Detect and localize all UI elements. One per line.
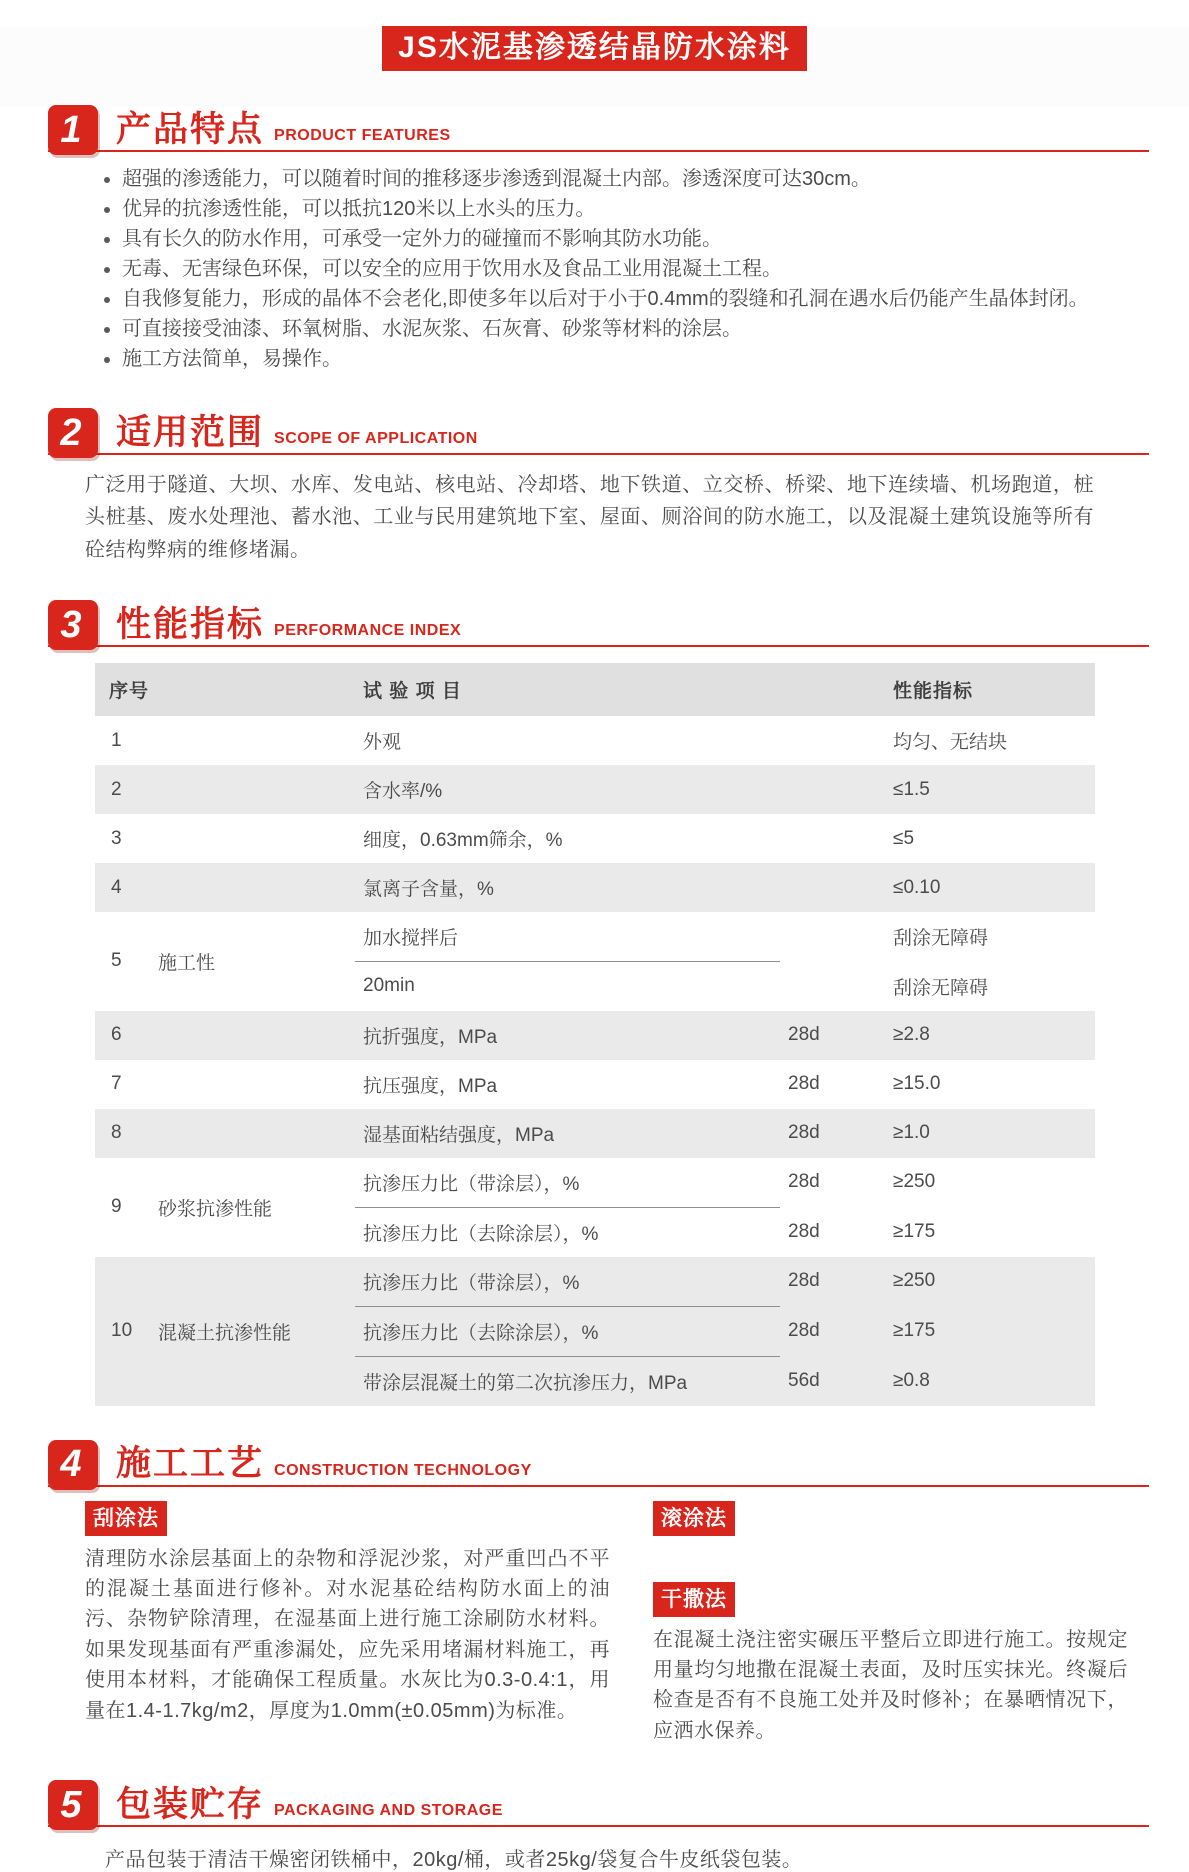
row-item: 细度，0.63mm筛余，%: [363, 830, 563, 852]
row-item: 抗渗压力比（去除涂层），%: [363, 1223, 599, 1245]
row-item: 氯离子含量，%: [355, 863, 780, 912]
col-header-item: 试 验 项 目: [355, 663, 780, 716]
table-row: [95, 1011, 1095, 1060]
table-row: [95, 912, 1095, 962]
table-row: [95, 765, 1095, 814]
row-value: 均匀、无结块: [893, 732, 1008, 754]
roller-method-badge: 滚涂法: [653, 1501, 735, 1536]
row-no: 8: [95, 1109, 150, 1158]
scrape-method-badge: 刮涂法: [85, 1501, 167, 1536]
row-age: [780, 912, 885, 962]
dry-method-text: 在混凝土浇注密实碾压平整后立即进行施工。按规定用量均匀地撒在混凝土表面，及时压实抹光。终凝后检查是否有不良施工处并及时修补；在暴晒情况下，应洒水保养。: [653, 1628, 1128, 1742]
packaging-paragraph: 产品包装于清洁干燥密闭铁桶中，20kg/桶，或者25kg/袋复合牛皮纸袋包装。: [105, 1849, 803, 1872]
row-item: 带涂层混凝土的第二次抗渗压力，MPa: [355, 1356, 780, 1406]
row-item: 抗折强度，MPa: [355, 1011, 780, 1060]
feature-bullet-list: [100, 165, 1149, 374]
section-3-header: [48, 600, 1149, 647]
row-value: ≥250: [885, 1257, 1095, 1307]
row-item: 外观: [363, 732, 402, 754]
col-header-index: 性能指标: [885, 663, 1095, 716]
construction-methods: [85, 1501, 1149, 1747]
row-item: 抗渗压力比（去除涂层），%: [355, 1306, 780, 1356]
section-1-subtitle: PRODUCT FEATURES: [274, 127, 451, 144]
section-3-number-badge: 3: [48, 600, 98, 650]
section-product-features: [48, 105, 1149, 152]
row-item: 抗渗压力比（带涂层），%: [355, 1158, 780, 1208]
row-category: [150, 1109, 355, 1158]
table-row: [95, 814, 1095, 863]
section-performance: [48, 600, 1149, 647]
row-no: 9: [111, 1196, 122, 1218]
section-4-number-badge: 4: [48, 1440, 98, 1490]
table-row: [95, 1109, 1095, 1158]
section-3-subtitle: PERFORMANCE INDEX: [274, 622, 462, 640]
row-item: 含水率/%: [355, 765, 780, 814]
section-construction: [48, 1440, 1149, 1487]
row-age: [780, 863, 885, 912]
row-age: 28d: [788, 1073, 820, 1095]
row-age: 28d: [788, 1220, 820, 1242]
performance-index-table: [95, 663, 1095, 1406]
row-item: 加水搅拌后: [355, 912, 780, 962]
feature-bullet: 具有长久的防水作用，可承受一定外力的碰撞而不影响其防水功能。: [100, 225, 1149, 254]
row-value: ≥250: [893, 1171, 936, 1193]
row-no: 4: [95, 863, 150, 912]
row-no: 2: [95, 765, 150, 814]
row-value: 刮涂无障碍: [893, 928, 989, 950]
row-age: 28d: [780, 1109, 885, 1158]
row-value: ≥15.0: [893, 1073, 941, 1095]
row-category: 混凝土抗渗性能: [150, 1257, 355, 1406]
table-row: [95, 1158, 1095, 1208]
row-age: 28d: [788, 1171, 820, 1193]
row-category: [150, 814, 355, 863]
row-age: [780, 765, 885, 814]
table-header-row: [95, 663, 1095, 716]
section-1-number-badge: 1: [48, 105, 98, 155]
row-no: 7: [111, 1073, 122, 1095]
section-4-header: [48, 1440, 1149, 1487]
section-4-subtitle: CONSTRUCTION TECHNOLOGY: [274, 1461, 532, 1479]
row-value: ≥1.0: [885, 1109, 1095, 1158]
section-3-title: 性能指标: [116, 604, 265, 644]
table-row: [95, 863, 1095, 912]
row-no: 5: [111, 950, 122, 972]
row-age: 28d: [780, 1011, 885, 1060]
row-value: ≤5: [893, 827, 915, 849]
spacer: [653, 1536, 1128, 1582]
row-value: ≥175: [885, 1306, 1095, 1356]
row-item: 抗压强度，MPa: [363, 1075, 498, 1097]
feature-bullet: 无毒、无害绿色环保，可以安全的应用于饮用水及食品工业用混凝土工程。: [100, 255, 1149, 284]
col-header-age: [780, 663, 885, 716]
feature-bullet: 超强的渗透能力，可以随着时间的推移逐步渗透到混凝土内部。渗透深度可达30cm。: [100, 165, 1149, 194]
feature-bullet: 自我修复能力，形成的晶体不会老化,即使多年以后对于小于0.4mm的裂缝和孔洞在遇水后仍能产生晶体封闭。: [100, 285, 1149, 314]
section-2-subtitle: SCOPE OF APPLICATION: [274, 430, 478, 447]
row-category: 砂浆抗渗性能: [158, 1198, 273, 1220]
row-value: ≥0.8: [885, 1356, 1095, 1406]
datasheet-page: [0, 26, 1189, 1872]
row-value: ≤1.5: [885, 765, 1095, 814]
feature-bullet: 施工方法简单，易操作。: [100, 345, 1149, 374]
row-age: [780, 962, 885, 1011]
row-no: 6: [95, 1011, 150, 1060]
section-5-subtitle: PACKAGING AND STORAGE: [274, 1802, 503, 1820]
section-2-number-badge: 2: [48, 408, 98, 458]
section-5-header: [48, 1780, 1149, 1827]
feature-bullet: 优异的抗渗透性能，可以抵抗120米以上水头的压力。: [100, 195, 1149, 224]
row-value: 刮涂无障碍: [893, 977, 989, 999]
section-4-title: 施工工艺: [116, 1444, 265, 1484]
row-category: [150, 1060, 355, 1109]
row-item: 20min: [363, 975, 415, 997]
section-2-title: 适用范围: [116, 412, 265, 452]
section-1-title: 产品特点: [116, 109, 265, 149]
section-5-number-badge: 5: [48, 1780, 98, 1830]
row-age: [780, 814, 885, 863]
row-item: 湿基面粘结强度，MPa: [355, 1109, 780, 1158]
section-2-header: [48, 408, 1149, 455]
row-age: [780, 716, 885, 765]
row-item: 抗渗压力比（带涂层），%: [355, 1257, 780, 1307]
row-no: 10: [95, 1257, 150, 1406]
row-age: 28d: [780, 1257, 885, 1307]
table-row: [95, 1257, 1095, 1307]
dry-method-badge: 干撒法: [653, 1582, 735, 1617]
row-category: 施工性: [158, 952, 216, 974]
row-age: 56d: [780, 1356, 885, 1406]
method-roller-and-dry: [653, 1501, 1128, 1747]
row-age: 28d: [780, 1306, 885, 1356]
col-header-no: 序号: [95, 663, 355, 716]
row-category: [150, 1011, 355, 1060]
section-packaging: [48, 1780, 1149, 1827]
table-row: [95, 1060, 1095, 1109]
row-value: ≥175: [893, 1220, 936, 1242]
table-row: [95, 716, 1095, 765]
row-category: [150, 716, 355, 765]
row-category: [150, 863, 355, 912]
method-scrape-coating: [85, 1501, 610, 1747]
row-value: ≤0.10: [885, 863, 1095, 912]
row-no: 3: [111, 827, 122, 849]
row-category: [150, 765, 355, 814]
row-value: ≥2.8: [885, 1011, 1095, 1060]
section-scope: [48, 408, 1149, 455]
scope-paragraph: 广泛用于隧道、大坝、水库、发电站、核电站、冷却塔、地下铁道、立交桥、桥梁、地下连续墙、机场跑道，桩头桩基、废水处理池、蓄水池、工业与民用建筑地下室、屋面、厕浴间的防水施工，以及混凝土建筑设施等所有砼结构弊病的维修堵漏。: [85, 474, 1094, 561]
feature-bullet: 可直接接受油漆、环氧树脂、水泥灰浆、石灰膏、砂浆等材料的涂层。: [100, 315, 1149, 344]
page-title: JS水泥基渗透结晶防水涂料: [382, 26, 807, 71]
section-5-title: 包装贮存: [116, 1784, 265, 1824]
row-no: 1: [111, 729, 122, 751]
scrape-method-text: 清理防水涂层基面上的杂物和浮泥沙浆，对严重凹凸不平的混凝土基面进行修补。对水泥基砼结构防水面上的油污、杂物铲除清理，在湿基面上进行施工涂刷防水材料。如果发现基面有严重渗漏处，应先采用堵漏材料施工，再使用本材料，才能确保工程质量。水灰比为0.3-0.4:1，用量在1.4-1.7kg/m2，厚度为1.0mm(±0.05mm)为标准。: [85, 1547, 610, 1722]
section-1-header: [48, 105, 1149, 152]
